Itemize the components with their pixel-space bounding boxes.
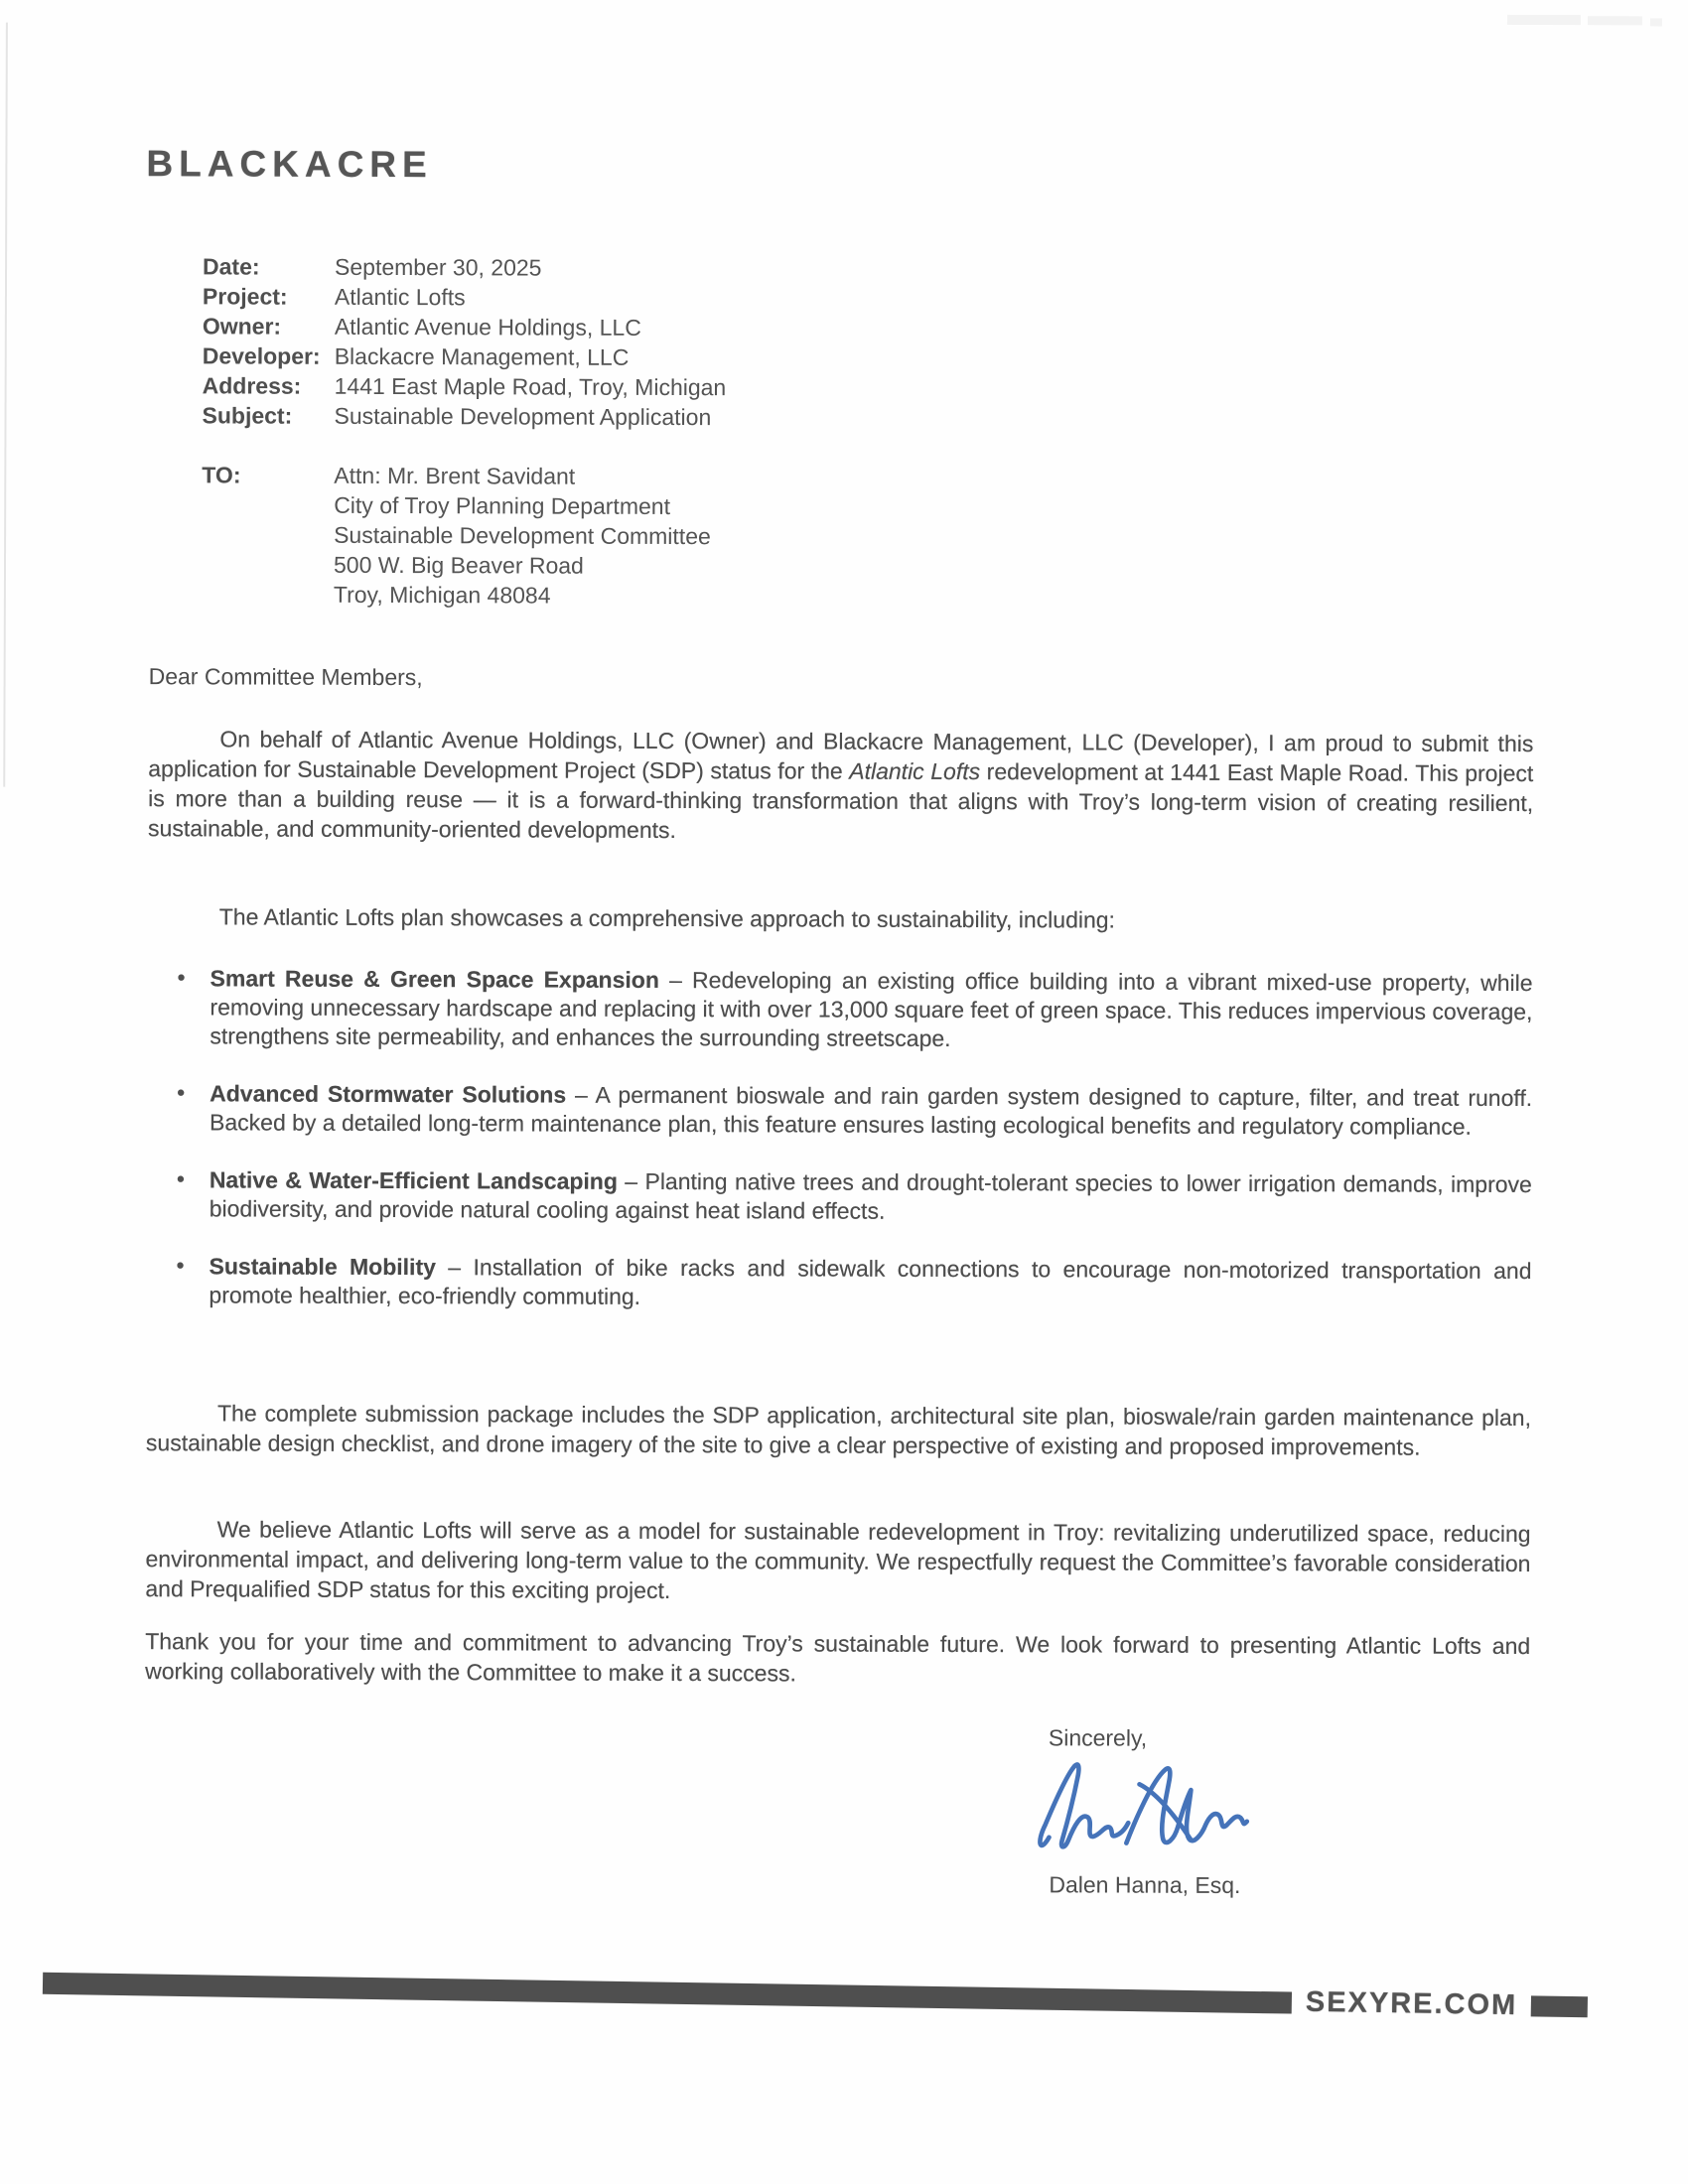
bullet-title: Smart Reuse & Green Space Expansion [210,965,659,993]
bullet-title: Advanced Stormwater Solutions [210,1080,567,1108]
bullet-item-smart-reuse [147,964,1532,1055]
bullet-icon: • [177,964,186,991]
meta-row-developer [203,341,727,372]
meta-value: September 30, 2025 [335,253,542,281]
footer-bar-end [1531,1995,1588,2017]
bullet-text: Installation of bike racks and sidewalk connections to encourage non-motorized transportation and promote healthier, eco-friendly commuting. [209,1254,1532,1309]
paragraph-thank-you: Thank you for your time and commitment to advancing Troy’s sustainable future. We look forward to presenting Atlantic Lofts and working collaboratively with the Committee to make it a success. [145,1628,1531,1687]
signature-image [1036,1752,1249,1871]
meta-row-subject [202,400,726,432]
signer-name: Dalen Hanna, Esq. [1049,1871,1241,1898]
recipient-block [202,460,711,611]
footer-brand: SEXYRE.COM [1305,1985,1518,2022]
meta-label: Developer: [202,342,321,369]
salutation: Dear Committee Members, [148,663,423,691]
meta-row-address [203,370,727,402]
letterhead-logo: BLACKACRE [146,143,433,186]
meta-block [202,251,726,432]
sustainability-bullet-list [146,964,1532,1343]
meta-row-date [203,251,727,283]
project-name-italic: Atlantic Lofts [849,757,981,785]
bullet-title: Sustainable Mobility [209,1253,436,1281]
scan-artifact-edge-line [3,23,8,787]
meta-value: Atlantic Avenue Holdings, LLC [334,313,641,341]
recipient-line: Attn: Mr. Brent Savidant [334,462,576,489]
bullet-text: Planting native trees and drought-tolerant species to lower irrigation demands, improve biodiversity, and provide natural cooling against heat island effects. [209,1167,1532,1224]
bullet-text: A permanent bioswale and rain garden system designed to capture, filter, and treat runoff. Backed by a detailed long-term maintenance plan, this feature ensures lasting ecological benefits and regulatory compliance. [210,1081,1533,1140]
bullet-text: Redeveloping an existing office building into a vibrant mixed-use property, while removing unnecessary hardscape and replacing it with over 13,000 square feet of green space. This reduces impervious coverage, strengthens site permeability, and enhances the surrounding streetscape. [210,967,1533,1051]
meta-label: Date: [203,253,260,280]
scan-artifact-smudge [1588,16,1642,25]
paragraph-text: redevelopment at 1441 East Maple Road. This project is more than a building reuse — it is a forward-thinking transformation that aligns with Troy’s long-term vision of creating resilient, sustainable, and community-oriented developments. [148,758,1534,844]
scan-artifact-smudge [1507,15,1581,25]
bullet-title: Native & Water-Efficient Landscaping [209,1166,618,1194]
meta-row-owner [203,311,727,342]
scan-artifact-smudge [1650,18,1662,26]
recipient-label: TO: [202,462,241,488]
recipient-line: Troy, Michigan 48084 [333,581,551,609]
meta-value: Sustainable Development Application [334,402,712,431]
meta-value: Atlantic Lofts [334,283,466,311]
meta-label: Owner: [202,313,282,340]
meta-label: Address: [202,372,302,399]
bullet-separator: – [658,966,693,994]
meta-value: 1441 East Maple Road, Troy, Michigan [334,372,727,401]
bullet-item-landscaping [147,1165,1532,1228]
signature-stroke [1040,1764,1128,1846]
recipient-line: 500 W. Big Beaver Road [333,551,584,579]
footer [43,1967,1651,2024]
valediction: Sincerely, [1048,1724,1148,1751]
recipient-line: Sustainable Development Committee [334,521,711,550]
paragraph-submission-package: The complete submission package includes the SDP application, architectural site plan, bioswale/rain garden maintenance plan, sustainable design checklist, and drone imagery of the site to give a clear perspective of existing and proposed improvements. [145,1400,1532,1460]
recipient-address [334,461,711,611]
meta-label: Subject: [202,402,293,429]
paragraph-text: On behalf of Atlantic Avenue Holdings, LLC (Owner) and Blackacre Management, LLC (Developer), I am proud to submit this application for Sustainable Development Project (SDP) status for the [148,726,1534,784]
meta-row-project [203,281,727,313]
meta-label: Project: [202,283,288,310]
bullet-separator: – [566,1081,596,1108]
recipient-line: City of Troy Planning Department [334,491,671,519]
footer-bar [43,1972,1292,2013]
bullet-icon: • [176,1165,185,1192]
meta-value: Blackacre Management, LLC [334,342,630,370]
bullet-separator: – [435,1254,474,1281]
paragraph-request: We believe Atlantic Lofts will serve as a model for sustainable redevelopment in Troy: revitalizing underutilized space, reducing environmental impact, and delivering long-term value to the community. We respectfully request the Committee’s favorable consideration and Prequalified SDP status for this exciting project. [145,1516,1531,1603]
bullet-item-stormwater [147,1079,1532,1142]
paragraph-intro [148,724,1533,848]
bullet-separator: – [617,1167,645,1194]
paragraph-lead-in: The Atlantic Lofts plan showcases a comprehensive approach to sustainability, including: [218,903,1116,933]
bullet-icon: • [177,1079,186,1106]
bullet-icon: • [176,1252,185,1279]
bullet-item-mobility [146,1252,1531,1314]
